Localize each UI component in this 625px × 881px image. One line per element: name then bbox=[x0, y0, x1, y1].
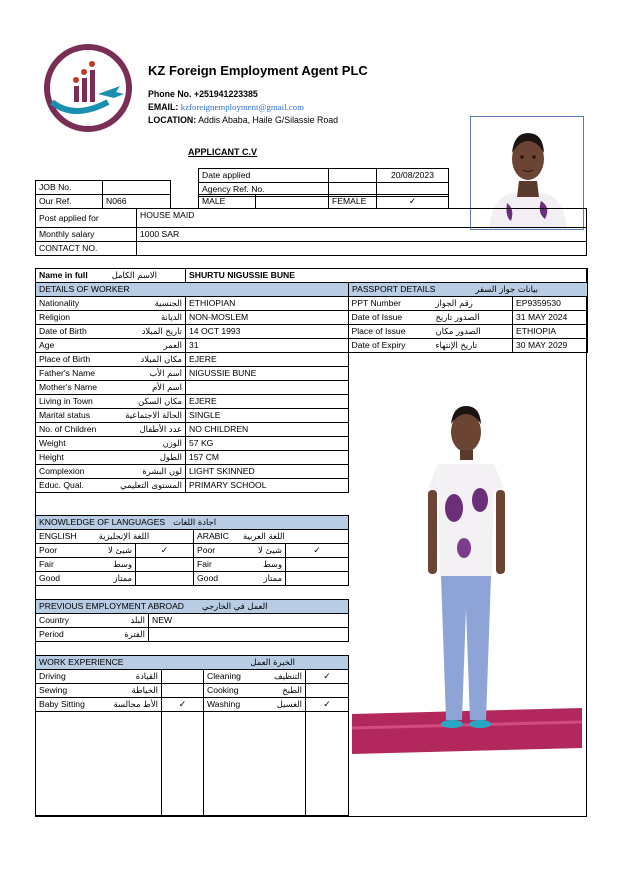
work-experience-table bbox=[35, 655, 349, 816]
worker-field-label: Religion bbox=[39, 312, 71, 322]
name-value: SHURTU NIGUSSIE BUNE bbox=[186, 269, 588, 283]
worker-field-cell bbox=[36, 409, 186, 423]
company-logo bbox=[44, 44, 132, 132]
skill-cell bbox=[204, 684, 306, 698]
skill-label-ar: الطبخ bbox=[282, 685, 302, 695]
passport-header-cell bbox=[349, 283, 588, 297]
english-level-cell bbox=[36, 558, 136, 572]
experience-filler-cell bbox=[306, 712, 349, 816]
arabic-level-label: Fair bbox=[197, 559, 212, 569]
skill-check: ✓ bbox=[162, 698, 204, 712]
company-location bbox=[148, 115, 338, 125]
passport-field-pair bbox=[352, 311, 510, 324]
worker-field-cell bbox=[36, 381, 186, 395]
worker-field-label: Height bbox=[39, 452, 64, 462]
passport-field-cell bbox=[349, 339, 513, 353]
worker-row bbox=[36, 409, 349, 423]
experience-filler-cell bbox=[204, 712, 306, 816]
worker-field-pair bbox=[39, 311, 182, 324]
passport-field-pair bbox=[352, 339, 510, 352]
agency-ref-label: Agency Ref. No. bbox=[199, 183, 329, 197]
worker-field-label-ar: الطول bbox=[159, 452, 182, 462]
worker-field-pair bbox=[39, 367, 182, 380]
english-level-check bbox=[136, 558, 194, 572]
skill-check bbox=[306, 684, 349, 698]
email-label: EMAIL: bbox=[148, 102, 179, 112]
skill-label: Baby Sitting bbox=[39, 699, 85, 709]
name-label-cell bbox=[36, 269, 186, 283]
languages-header-cell bbox=[36, 516, 349, 530]
worker-field-label-ar: العمر bbox=[163, 340, 182, 350]
blank-cell bbox=[329, 169, 377, 183]
worker-field-value: 14 OCT 1993 bbox=[186, 325, 349, 339]
passport-field-label-ar: الصدور مكان bbox=[435, 326, 481, 336]
arabic-header-cell bbox=[194, 530, 349, 544]
cv-title: APPLICANT C.V bbox=[188, 147, 258, 157]
worker-field-value: 31 bbox=[186, 339, 349, 353]
worker-field-pair bbox=[39, 325, 182, 338]
female-check: ✓ bbox=[377, 195, 449, 209]
worker-field-label-ar: الجنسية bbox=[154, 298, 182, 308]
experience-filler-cell bbox=[162, 712, 204, 816]
worker-field-value: 57 KG bbox=[186, 437, 349, 451]
arabic-level-cell bbox=[194, 558, 286, 572]
worker-field-cell bbox=[36, 395, 186, 409]
passport-row bbox=[349, 325, 588, 339]
skill-cell bbox=[36, 698, 162, 712]
skill-label-ar: التنظيف bbox=[274, 671, 302, 681]
passport-field-value: EP9359530 bbox=[513, 297, 588, 311]
name-label: Name in full bbox=[39, 270, 88, 280]
skill-pair bbox=[39, 670, 158, 683]
worker-row bbox=[36, 451, 349, 465]
worker-field-cell bbox=[36, 451, 186, 465]
arabic-level-label: Poor bbox=[197, 545, 216, 555]
job-no-table bbox=[35, 180, 171, 209]
arabic-level-check bbox=[286, 572, 349, 586]
salary-label: Monthly salary bbox=[36, 228, 137, 242]
worker-row bbox=[36, 381, 349, 395]
passport-header-ar: بيانات جواز السفر bbox=[475, 284, 539, 294]
arabic-label-ar: اللغة العربية bbox=[243, 531, 285, 541]
english-level-label-ar: ممتاز bbox=[113, 573, 132, 583]
arabic-level-pair bbox=[197, 572, 282, 585]
passport-field-label-ar: تاريخ الإنتهاء bbox=[435, 340, 478, 350]
country-label-ar: البلد bbox=[130, 615, 145, 625]
english-level-cell bbox=[36, 544, 136, 558]
worker-field-label-ar: مكان الميلاد bbox=[140, 354, 182, 364]
worker-field-cell bbox=[36, 339, 186, 353]
worker-field-label: Marital status bbox=[39, 410, 91, 420]
worker-field-label: Age bbox=[39, 340, 55, 350]
skill-label-ar: الأط مجالسة bbox=[113, 699, 158, 709]
passport-field-value: 31 MAY 2024 bbox=[513, 311, 588, 325]
passport-field-cell bbox=[349, 297, 513, 311]
passport-field-label: Date of Expiry bbox=[351, 340, 406, 350]
experience-header: WORK EXPERIENCE bbox=[39, 657, 124, 667]
language-level-row bbox=[36, 558, 349, 572]
worker-field-label-ar: الوزن bbox=[162, 438, 182, 448]
skill-label-ar: الغسيل bbox=[276, 699, 302, 709]
english-level-pair bbox=[39, 544, 132, 557]
skill-pair bbox=[39, 684, 158, 697]
post-table bbox=[35, 208, 587, 256]
skill-check: ✓ bbox=[306, 698, 349, 712]
worker-field-label-ar: مكان السكن bbox=[138, 396, 182, 406]
previous-header-cell bbox=[36, 600, 349, 614]
arabic-level-check: ✓ bbox=[286, 544, 349, 558]
english-level-label-ar: وسط bbox=[112, 559, 132, 569]
passport-row bbox=[349, 311, 588, 325]
worker-field-pair bbox=[39, 395, 182, 408]
passport-field-cell bbox=[349, 325, 513, 339]
worker-field-pair bbox=[39, 423, 182, 436]
arabic-level-cell bbox=[194, 544, 286, 558]
passport-field-label-ar: رقم الجواز bbox=[435, 298, 473, 308]
worker-field-label: Nationality bbox=[39, 298, 80, 308]
worker-field-cell bbox=[36, 367, 186, 381]
phone-value: +251941223385 bbox=[193, 89, 258, 99]
worker-row bbox=[36, 311, 349, 325]
period-label: Period bbox=[39, 629, 64, 639]
english-level-label-ar: شيئ لا bbox=[108, 545, 132, 555]
worker-row bbox=[36, 367, 349, 381]
company-name: KZ Foreign Employment Agent PLC bbox=[148, 63, 368, 78]
english-level-pair bbox=[39, 572, 132, 585]
worker-field-cell bbox=[36, 297, 186, 311]
arabic-level-label: Good bbox=[197, 573, 219, 583]
skill-cell bbox=[204, 698, 306, 712]
language-level-row bbox=[36, 544, 349, 558]
english-level-check: ✓ bbox=[136, 544, 194, 558]
worker-row bbox=[36, 339, 349, 353]
worker-row bbox=[36, 437, 349, 451]
arabic-level-label-ar: شيئ لا bbox=[258, 545, 282, 555]
date-applied-label: Date applied bbox=[199, 169, 329, 183]
passport-header: PASSPORT DETAILS bbox=[352, 284, 436, 294]
skill-pair bbox=[39, 698, 158, 711]
our-ref-label: Our Ref. bbox=[36, 195, 103, 209]
skill-cell bbox=[204, 670, 306, 684]
worker-row bbox=[36, 465, 349, 479]
passport-field-cell bbox=[349, 311, 513, 325]
worker-field-cell bbox=[36, 325, 186, 339]
worker-field-pair bbox=[39, 381, 182, 394]
name-table bbox=[35, 268, 588, 283]
arabic-level-cell bbox=[194, 572, 286, 586]
country-label-cell bbox=[36, 614, 149, 628]
languages-table bbox=[35, 515, 349, 586]
female-label: FEMALE bbox=[329, 195, 377, 209]
english-level-check bbox=[136, 572, 194, 586]
passport-field-label-ar: الصدور تاريخ bbox=[435, 312, 480, 322]
passport-row bbox=[349, 297, 588, 311]
job-no-value bbox=[103, 181, 171, 195]
worker-field-label-ar: المستوى التعليمي bbox=[120, 480, 182, 490]
english-label: ENGLISH bbox=[39, 531, 77, 541]
date-applied-value: 20/08/2023 bbox=[377, 169, 449, 183]
email-link[interactable]: kzforeignemployment@gmail.com bbox=[180, 102, 304, 112]
worker-field-cell bbox=[36, 353, 186, 367]
job-no-label: JOB No. bbox=[36, 181, 103, 195]
arabic-label: ARABIC bbox=[197, 531, 229, 541]
contact-label: CONTACT NO. bbox=[36, 242, 137, 256]
salary-value: 1000 SAR bbox=[137, 228, 587, 242]
skill-cell bbox=[36, 684, 162, 698]
worker-field-value: ETHIOPIAN bbox=[186, 297, 349, 311]
worker-row bbox=[36, 325, 349, 339]
applicant-full-body-photo bbox=[352, 388, 582, 760]
worker-field-cell bbox=[36, 437, 186, 451]
experience-row bbox=[36, 670, 349, 684]
country-value: NEW bbox=[149, 614, 349, 628]
skill-label-ar: القيادة bbox=[135, 671, 158, 681]
worker-field-pair bbox=[39, 479, 182, 492]
previous-header: PREVIOUS EMPLOYMENT ABROAD bbox=[39, 601, 185, 611]
language-level-row bbox=[36, 572, 349, 586]
male-check bbox=[256, 195, 329, 209]
passport-field-label: PPT Number bbox=[351, 298, 402, 308]
worker-field-cell bbox=[36, 311, 186, 325]
worker-field-label-ar: الحالة الاجتماعية bbox=[125, 410, 182, 420]
passport-field-value: ETHIOPIA bbox=[513, 325, 588, 339]
worker-field-label-ar: الديانة bbox=[161, 312, 182, 322]
experience-filler-cell bbox=[36, 712, 162, 816]
worker-field-value: LIGHT SKINNED bbox=[186, 465, 349, 479]
previous-employment-table bbox=[35, 599, 349, 642]
period-value bbox=[149, 628, 349, 642]
phone-label: Phone No. bbox=[148, 89, 192, 99]
worker-row bbox=[36, 479, 349, 493]
worker-field-value bbox=[186, 381, 349, 395]
worker-field-label: Weight bbox=[39, 438, 66, 448]
previous-header-ar: العمل في الخارجي bbox=[202, 601, 268, 611]
english-label-ar: اللغة الإنجليزية bbox=[98, 531, 150, 541]
experience-row bbox=[36, 698, 349, 712]
english-level-label: Poor bbox=[39, 545, 58, 555]
experience-row bbox=[36, 684, 349, 698]
worker-field-label: Mother's Name bbox=[39, 382, 97, 392]
worker-details-table bbox=[35, 282, 349, 493]
experience-header-cell bbox=[36, 656, 349, 670]
worker-field-label: Date of Birth bbox=[39, 326, 87, 336]
experience-header-ar: الخبرة العمل bbox=[250, 657, 295, 667]
worker-field-pair bbox=[39, 437, 182, 450]
passport-field-value: 30 MAY 2029 bbox=[513, 339, 588, 353]
worker-field-value: EJERE bbox=[186, 353, 349, 367]
skill-check bbox=[162, 670, 204, 684]
post-value: HOUSE MAID bbox=[137, 209, 587, 228]
country-label: Country bbox=[39, 615, 70, 625]
skill-pair bbox=[207, 698, 302, 711]
worker-row bbox=[36, 423, 349, 437]
worker-field-value: EJERE bbox=[186, 395, 349, 409]
worker-field-cell bbox=[36, 479, 186, 493]
skill-cell bbox=[36, 670, 162, 684]
skill-label: Cleaning bbox=[207, 671, 241, 681]
worker-field-value: SINGLE bbox=[186, 409, 349, 423]
worker-field-value: NON-MOSLEM bbox=[186, 311, 349, 325]
company-email bbox=[148, 102, 304, 112]
period-label-cell bbox=[36, 628, 149, 642]
location-label: LOCATION: bbox=[148, 115, 197, 125]
gender-table bbox=[198, 194, 449, 209]
worker-field-label: No. of Children bbox=[39, 424, 97, 434]
worker-field-label: Place of Birth bbox=[39, 354, 91, 364]
worker-field-cell bbox=[36, 465, 186, 479]
worker-field-pair bbox=[39, 409, 182, 422]
worker-field-pair bbox=[39, 465, 182, 478]
worker-field-label-ar: تاريخ الميلاد bbox=[141, 326, 182, 336]
arabic-level-label-ar: ممتاز bbox=[263, 573, 282, 583]
skill-pair bbox=[207, 670, 302, 683]
worker-field-pair bbox=[39, 451, 182, 464]
arabic-level-check bbox=[286, 558, 349, 572]
passport-field-label: Date of Issue bbox=[351, 312, 403, 322]
skill-label: Driving bbox=[39, 671, 66, 681]
company-phone bbox=[148, 89, 258, 99]
english-header-cell bbox=[36, 530, 194, 544]
skill-label: Cooking bbox=[207, 685, 239, 695]
worker-field-label-ar: لون البشرة bbox=[142, 466, 182, 476]
location-value: Addis Ababa, Haile G/Silassie Road bbox=[198, 115, 339, 125]
english-level-cell bbox=[36, 572, 136, 586]
worker-field-cell bbox=[36, 423, 186, 437]
passport-table bbox=[348, 282, 588, 353]
worker-field-value: NO CHILDREN bbox=[186, 423, 349, 437]
worker-row bbox=[36, 297, 349, 311]
skill-pair bbox=[207, 684, 302, 697]
worker-field-label-ar: اسم الأب bbox=[149, 368, 182, 378]
worker-row bbox=[36, 353, 349, 367]
languages-header: KNOWLEDGE OF LANGUAGES bbox=[39, 517, 166, 527]
english-level-pair bbox=[39, 558, 132, 571]
worker-field-pair bbox=[39, 339, 182, 352]
english-level-label: Good bbox=[39, 573, 61, 583]
worker-field-label-ar: عدد الأطفال bbox=[139, 424, 182, 434]
arabic-level-pair bbox=[197, 558, 282, 571]
arabic-level-label-ar: وسط bbox=[262, 559, 282, 569]
worker-field-label: Complexion bbox=[39, 466, 85, 476]
arabic-level-pair bbox=[197, 544, 282, 557]
worker-field-label: Living in Town bbox=[39, 396, 93, 406]
passport-field-label: Place of Issue bbox=[351, 326, 406, 336]
worker-field-label: Educ. Qual. bbox=[39, 480, 84, 490]
skill-check: ✓ bbox=[306, 670, 349, 684]
male-label: MALE bbox=[199, 195, 256, 209]
skill-label-ar: الخياطة bbox=[131, 685, 158, 695]
worker-details-header: DETAILS OF WORKER bbox=[36, 283, 349, 297]
our-ref-value: N066 bbox=[103, 195, 171, 209]
skill-label: Washing bbox=[207, 699, 241, 709]
name-label-ar: الاسم الكامل bbox=[111, 270, 157, 280]
passport-row bbox=[349, 339, 588, 353]
worker-field-value: NIGUSSIE BUNE bbox=[186, 367, 349, 381]
worker-field-label: Father's Name bbox=[39, 368, 96, 378]
worker-field-value: PRIMARY SCHOOL bbox=[186, 479, 349, 493]
passport-field-pair bbox=[352, 297, 510, 310]
skill-label: Sewing bbox=[39, 685, 68, 695]
worker-row bbox=[36, 395, 349, 409]
worker-field-pair bbox=[39, 297, 182, 310]
languages-header-ar: اجادة اللغات bbox=[173, 517, 217, 527]
skill-check bbox=[162, 684, 204, 698]
date-applied-table bbox=[198, 168, 449, 197]
worker-field-pair bbox=[39, 353, 182, 366]
english-level-label: Fair bbox=[39, 559, 54, 569]
worker-field-label-ar: اسم الأم bbox=[152, 382, 182, 392]
post-label: Post applied for bbox=[36, 209, 137, 228]
contact-value bbox=[137, 242, 587, 256]
worker-field-value: 157 CM bbox=[186, 451, 349, 465]
period-label-ar: الفترة bbox=[124, 629, 145, 639]
passport-field-pair bbox=[352, 325, 510, 338]
